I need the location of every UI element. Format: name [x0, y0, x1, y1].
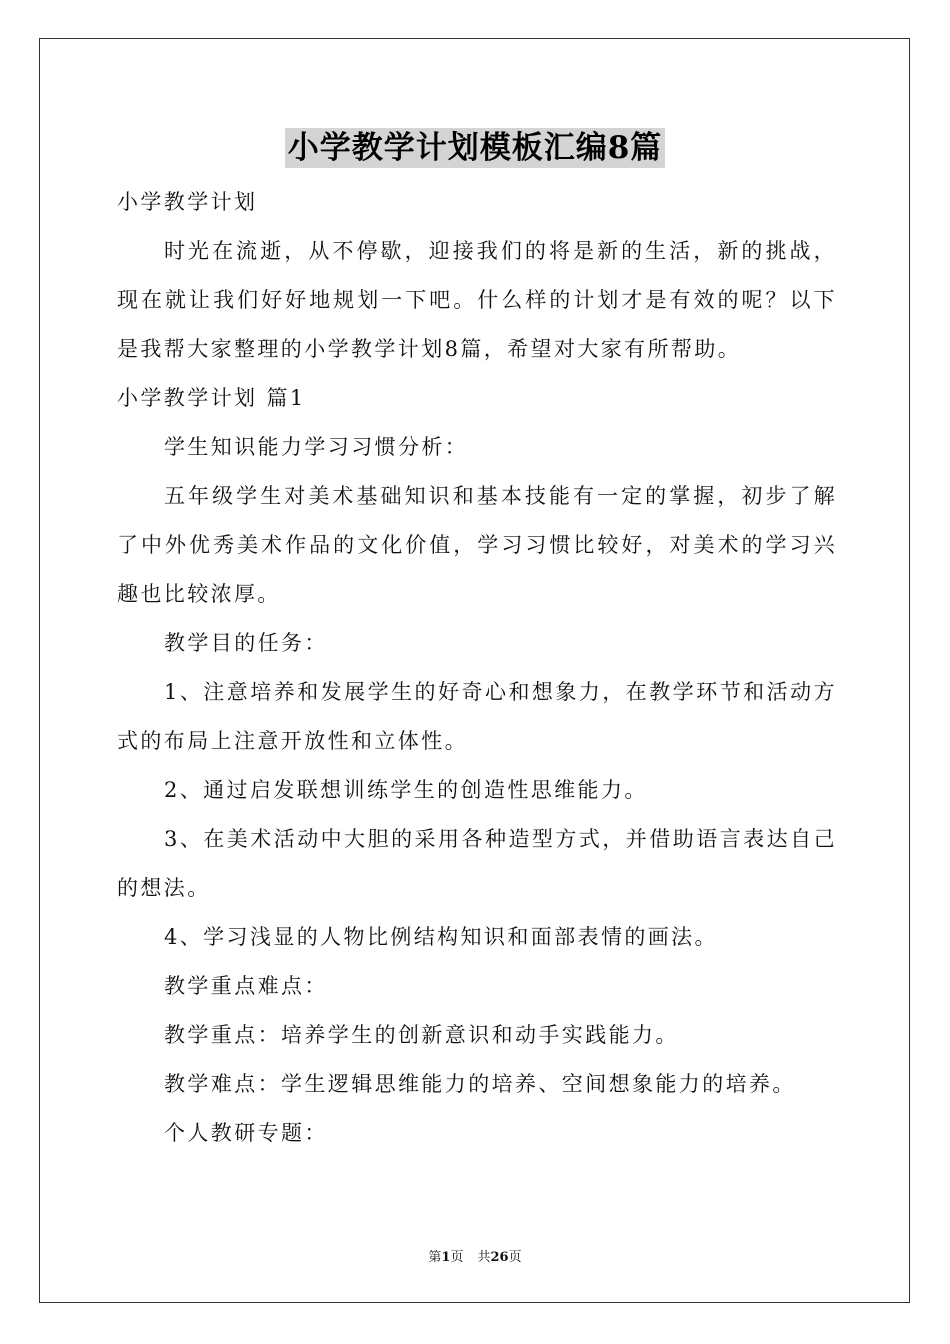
page-prefix: 第 [428, 1250, 442, 1265]
paragraph: 教学难点：学生逻辑思维能力的培养、空间想象能力的培养。 [164, 1072, 796, 1096]
document-body [117, 178, 837, 1158]
paragraph-heading: 小学教学计划 [117, 190, 258, 214]
paragraph: 教学目的任务： [164, 631, 328, 655]
list-item: 1、注意培养和发展学生的好奇心和想象力，在教学环节和活动方式的布局上注意开放性和立体性。 [117, 680, 837, 753]
paragraph: 时光在流逝，从不停歇，迎接我们的将是新的生活，新的挑战，现在就让我们好好地规划一下吧。什么样的计划才是有效的呢？以下是我帮大家整理的小学教学计划8篇，希望对大家有所帮助。 [117, 239, 837, 361]
total-suffix: 页 [508, 1250, 522, 1265]
list-item: 2、通过启发联想训练学生的创造性思维能力。 [164, 778, 648, 802]
section-heading: 小学教学计划 篇1 [117, 386, 306, 410]
paragraph: 个人教研专题： [164, 1121, 328, 1145]
page-suffix: 页 [450, 1250, 464, 1265]
page-number: 1 [441, 1250, 451, 1265]
list-item: 3、在美术活动中大胆的采用各种造型方式，并借助语言表达自己的想法。 [117, 827, 837, 900]
paragraph: 五年级学生对美术基础知识和基本技能有一定的掌握，初步了解了中外优秀美术作品的文化价值，学习习惯比较好，对美术的学习兴趣也比较浓厚。 [117, 484, 837, 606]
total-prefix: 共 [477, 1250, 491, 1265]
title-container [0, 128, 950, 168]
page-footer [0, 1246, 950, 1265]
paragraph: 教学重点难点： [164, 974, 328, 998]
document-title: 小学教学计划模板汇编8篇 [285, 128, 666, 168]
total-pages: 26 [490, 1250, 509, 1265]
paragraph: 学生知识能力学习习惯分析： [164, 435, 469, 459]
paragraph: 教学重点：培养学生的创新意识和动手实践能力。 [164, 1023, 679, 1047]
list-item: 4、学习浅显的人物比例结构知识和面部表情的画法。 [164, 925, 718, 949]
